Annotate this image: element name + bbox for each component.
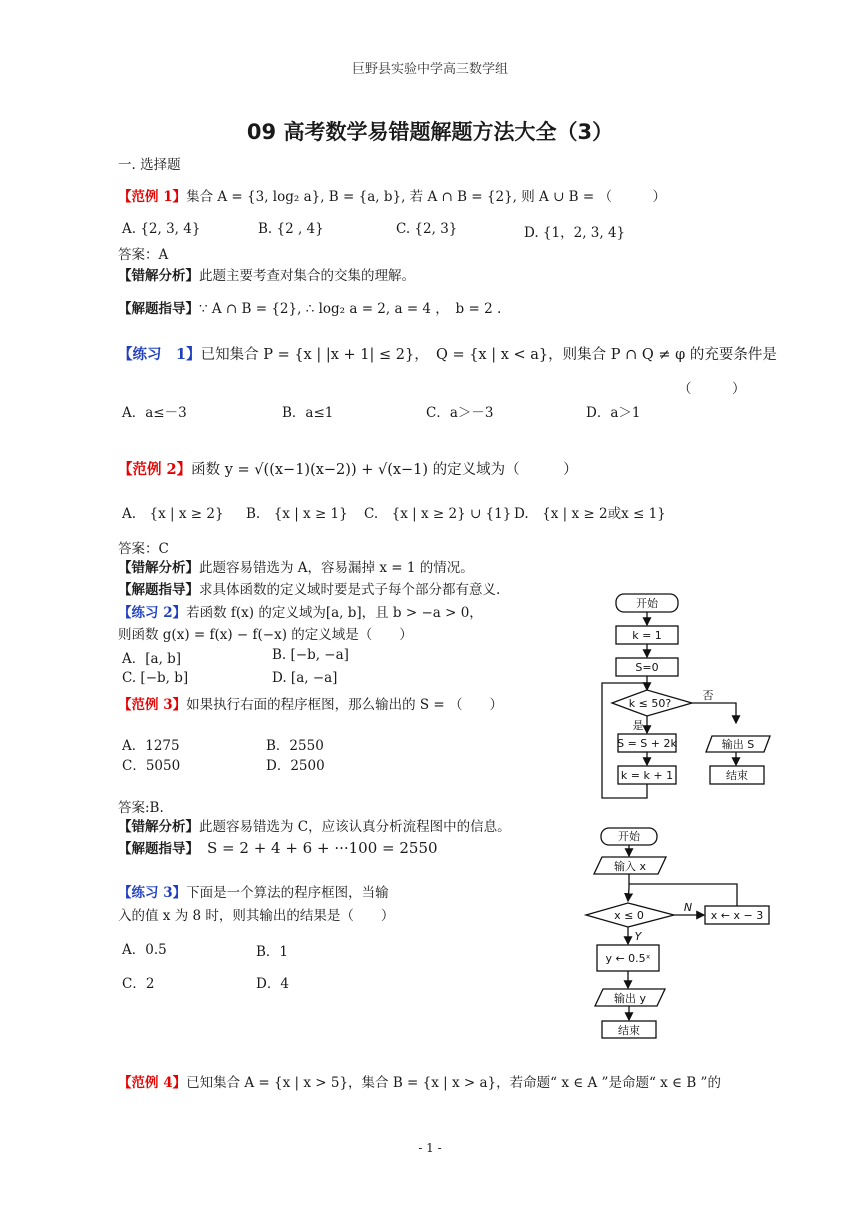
practice-2-option-a: A．[a, b] (122, 651, 182, 667)
example-1-option-c: C. {2, 3} (396, 221, 458, 237)
example-1-question (118, 185, 666, 205)
example-2-analysis-tag: 【错解分析】 (118, 560, 199, 576)
example-2-guide-text: 求具体函数的定义域时要是式子每个部分都有意义. (199, 582, 501, 598)
example-4-tag: 【范例 4】 (118, 1075, 187, 1091)
flowchart-2 (580, 824, 776, 1044)
practice-2-text-1: 若函数 f(x) 的定义域为[a, b]，且 b > −a > 0， (186, 605, 483, 621)
example-1-guide (118, 297, 501, 317)
example-2-text: 函数 y = √((x−1)(x−2)) + √(x−1) 的定义域为（ ） (191, 462, 578, 478)
example-2-option-b: B. {x | x ≥ 1} (246, 506, 348, 522)
practice-1-question (118, 343, 777, 364)
flow2-assign-label: y ← 0.5ˣ (605, 952, 651, 965)
example-3-answer: 答案:B. (118, 800, 164, 816)
example-1-tag: 【范例 1】 (118, 189, 187, 205)
practice-3-question-1 (118, 881, 389, 901)
example-2-guide (118, 578, 500, 598)
example-3-option-c: C．5050 (122, 758, 181, 774)
flow2-yes-label: Y (634, 930, 642, 943)
practice-3-option-c: C．2 (122, 976, 155, 992)
practice-1-text: 已知集合 P = {x | |x + 1| ≤ 2}， Q = {x | x < a}，则集合 P ∩ Q ≠ φ 的充要条件是 (200, 347, 777, 363)
example-3-analysis-tag: 【错解分析】 (118, 819, 199, 835)
example-3-option-d: D．2500 (266, 758, 325, 774)
example-4-text: 已知集合 A = {x | x > 5}，集合 B = {x | x > a}，若命题“ x ∈ A ”是命题“ x ∈ B ”的 (186, 1075, 721, 1091)
flow1-end-label: 结束 (726, 769, 748, 782)
example-1-guide-text: ∵ A ∩ B = {2}, ∴ log₂ a = 2, a = 4 ， b = 2 . (199, 301, 502, 317)
example-1-analysis (118, 264, 415, 284)
example-3-option-b: B．2550 (266, 738, 324, 754)
practice-2-question-2: 则函数 g(x) = f(x) − f(−x) 的定义域是（ ） (118, 627, 413, 643)
example-1-option-a: A. {2, 3, 4} (122, 221, 201, 237)
page-title: 09 高考数学易错题解题方法大全（3） (246, 120, 614, 144)
example-3-guide-tag: 【解题指导】 (118, 841, 199, 857)
flow1-output-label: 输出 S (721, 738, 755, 751)
practice-1-option-d: D．a＞1 (586, 405, 641, 421)
example-3-tag: 【范例 3】 (118, 697, 187, 713)
flow1-no-label: 否 (702, 689, 714, 702)
practice-1-paren: （ ） (678, 381, 746, 397)
flow2-start-label: 开始 (618, 830, 640, 843)
practice-1-option-b: B．a≤1 (282, 405, 334, 421)
flow1-init-s-label: S=0 (635, 661, 659, 674)
flow2-no-label: N (683, 901, 693, 914)
example-3-guide (118, 837, 438, 857)
example-3-text: 如果执行右面的程序框图，那么输出的 S = （ ） (186, 697, 504, 713)
example-3-analysis (118, 815, 511, 835)
practice-3-option-d: D．4 (256, 976, 289, 992)
flow2-update-label: x ← x − 3 (710, 909, 764, 922)
practice-2-option-d: D. [a, −a] (272, 670, 338, 686)
example-2-guide-tag: 【解题指导】 (118, 582, 199, 598)
example-2-option-a: A. {x | x ≥ 2} (122, 506, 224, 522)
practice-2-option-b: B. [−b, −a] (272, 647, 349, 663)
practice-2-option-c: C. [−b, b] (122, 670, 189, 686)
practice-2-tag: 【练习 2】 (118, 605, 187, 621)
page-header: 巨野县实验中学高三数学组 (351, 62, 508, 77)
practice-1-tag: 【练习 1】 (118, 346, 201, 363)
example-2-option-c: C. {x | x ≥ 2} ∪ {1} (364, 506, 512, 522)
practice-3-question-2: 入的值 x 为 8 时，则其输出的结果是（ ） (118, 908, 395, 924)
flow2-condition-label: x ≤ 0 (614, 909, 644, 922)
example-1-option-b: B. {2 , 4} (258, 221, 324, 237)
practice-1-option-c: C．a＞－3 (426, 405, 494, 421)
example-1-analysis-tag: 【错解分析】 (118, 268, 199, 284)
flow1-start-label: 开始 (636, 597, 658, 610)
example-1-answer: 答案：A (118, 247, 169, 263)
section-heading: 一. 选择题 (118, 157, 181, 173)
example-3-question (118, 693, 503, 713)
example-2-analysis (118, 556, 474, 576)
example-1-option-d: D. {1，2, 3, 4} (524, 225, 626, 241)
example-1-guide-tag: 【解题指导】 (118, 301, 199, 317)
example-1-text: 集合 A = {3, log₂ a}, B = {a, b}, 若 A ∩ B = {2}, 则 A ∪ B = （ ） (186, 189, 666, 205)
example-3-guide-text: S = 2 + 4 + 6 + ···100 = 2550 (207, 839, 438, 857)
flow2-output-label: 输出 y (613, 992, 647, 1005)
example-2-analysis-text: 此题容易错选为 A，容易漏掉 x = 1 的情况。 (199, 560, 474, 576)
flow1-yes-label: 是 (632, 719, 644, 732)
practice-3-option-b: B．1 (256, 944, 289, 960)
practice-3-text-1: 下面是一个算法的程序框图，当输 (186, 885, 389, 901)
example-3-analysis-text: 此题容易错选为 C，应该认真分析流程图中的信息。 (199, 819, 511, 835)
practice-3-tag: 【练习 3】 (118, 885, 187, 901)
example-2-answer: 答案：C (118, 541, 169, 557)
example-2-option-d: D. {x | x ≥ 2或x ≤ 1} (514, 506, 666, 522)
flow2-input-label: 输入 x (613, 860, 647, 873)
example-1-analysis-text: 此题主要考查对集合的交集的理解。 (199, 268, 415, 284)
flow1-update-k-label: k = k + 1 (620, 769, 674, 782)
practice-2-question-1 (118, 601, 483, 621)
example-2-question (118, 458, 578, 479)
flow1-update-s-label: S = S + 2k (617, 737, 677, 750)
practice-3-option-a: A．0.5 (122, 942, 167, 958)
example-3-option-a: A．1275 (122, 738, 180, 754)
flow1-condition-label: k ≤ 50? (628, 697, 672, 710)
flow1-init-k-label: k = 1 (632, 629, 662, 642)
flowchart-1 (596, 590, 792, 802)
page-footer: - 1 - (418, 1141, 442, 1155)
flow2-end-label: 结束 (618, 1024, 640, 1037)
example-2-tag: 【范例 2】 (118, 461, 192, 478)
practice-1-option-a: A．a≤－3 (122, 405, 187, 421)
example-4-question (118, 1071, 721, 1091)
